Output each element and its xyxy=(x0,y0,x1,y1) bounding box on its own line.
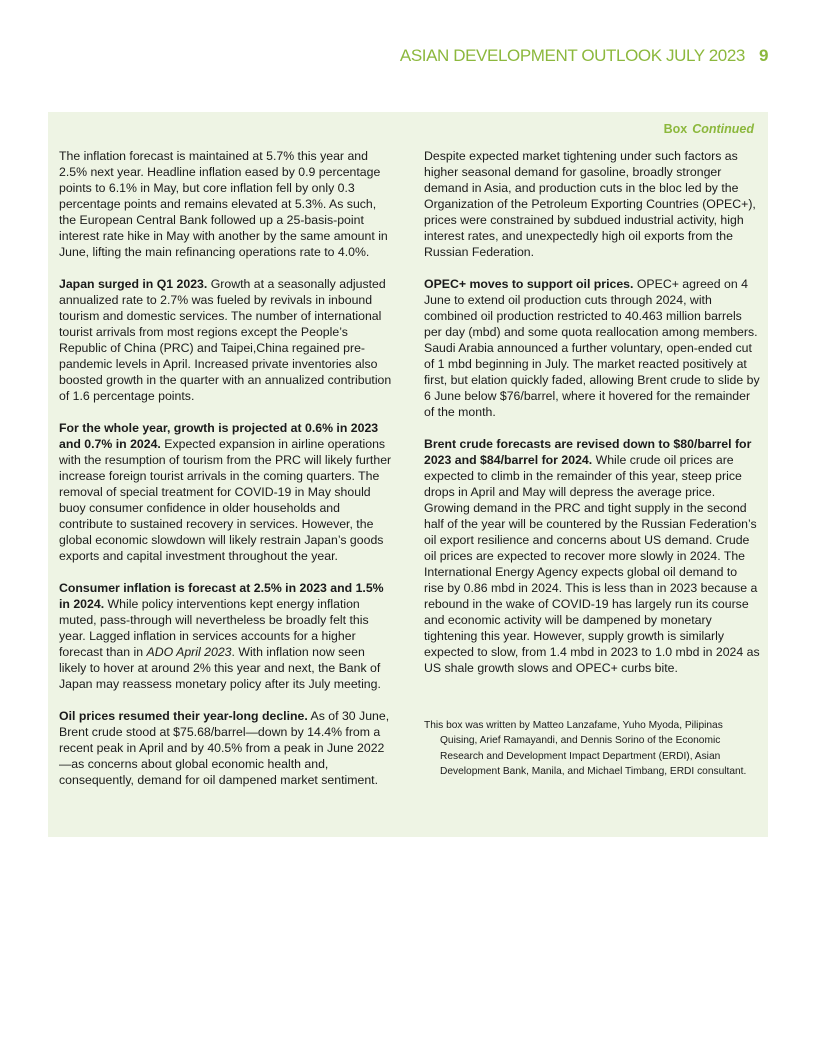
paragraph-heading: For the whole year, growth is projected at 0.6% in 2023 and 0.7% in 2024. xyxy=(59,421,379,451)
paragraph-text: While policy interventions kept energy inflation muted, pass-through will nevertheless be broadly felt this year. Lagged inflation in services accounts for a higher forecast than in xyxy=(59,597,369,659)
running-header xyxy=(400,46,768,66)
paragraph xyxy=(59,276,392,404)
paragraph xyxy=(59,420,392,564)
paragraph xyxy=(424,148,760,260)
paragraph-heading: Japan surged in Q1 2023. xyxy=(59,277,208,291)
paragraph-heading: Consumer inflation is forecast at 2.5% in 2023 and 1.5% in 2024. xyxy=(59,581,384,611)
paragraph-text: As of 30 June, Brent crude stood at $75.68/barrel—down by 14.4% from a recent peak in April and by 40.5% from a peak in June 2022—as concerns about global economic health and, consequently, demand for oil dampened market sentiment. xyxy=(59,709,390,787)
paragraph-text: The inflation forecast is maintained at 5.7% this year and 2.5% next year. Headline inflation eased by 0.9 percentage points to 6.1% in May, but core inflation fell by only 0.3 percentage points and remains elevated at 5.3%. As such, the European Central Bank followed up a 25-basis-point interest rate hike in May with another by the same amount in June, lifting the main refinancing operations rate to 4.0%. xyxy=(59,149,388,259)
left-column xyxy=(59,148,392,804)
right-column xyxy=(424,148,760,692)
page-number: 9 xyxy=(758,46,768,65)
paragraph-heading: Oil prices resumed their year-long decline. xyxy=(59,709,308,723)
box-continued-label: Continued xyxy=(692,122,754,136)
paragraph-text: Growth at a seasonally adjusted annualized rate to 2.7% was fueled by revivals in inbound tourism and domestic services. The number of international tourist arrivals from most regions except the People’s Republic of China (PRC) and Taipei,China regained pre-pandemic levels in April. Increased private inventories also boosted growth in the quarter with an annualized contribution of 1.6 percentage points. xyxy=(59,277,392,403)
paragraph-text: Expected expansion in airline operations with the resumption of tourism from the PRC will likely further increase foreign tourist arrivals in the coming quarters. The removal of special treatment for COVID-19 in May should buoy consumer confidence in older households and contribute to sustained recovery in services. However, the global economic slowdown will likely restrain Japan’s goods exports and capital investment throughout the year. xyxy=(59,437,392,563)
paragraph-text: . With inflation now seen likely to hover at around 2% this year and next, the Bank of Japan may reassess monetary policy after its July meeting. xyxy=(59,645,381,691)
author-note: This box was written by Matteo Lanzafame, Yuho Myoda, Pilipinas Quising, Arief Ramayandi, and Dennis Sorino of the Economic Research and Development Impact Department (ERDI), Asian Development Bank, Manila, and Michael Timbang, ERDI consultant. xyxy=(424,720,747,778)
box-label-text: Box xyxy=(663,122,688,136)
paragraph xyxy=(59,580,392,692)
paragraph-heading: Brent crude forecasts are revised down to $80/barrel for 2023 and $84/barrel for 2024. xyxy=(424,437,752,467)
paragraph xyxy=(59,708,392,788)
paragraph-text: OPEC+ agreed on 4 June to extend oil production cuts through 2024, with combined oil production restricted to 40.463 million barrels per day (mbd) and some quota reallocation among members. Saudi Arabia announced a further voluntary, open-ended cut of 1 mbd beginning in July. The market reacted positively at first, but elation quickly faded, allowing Brent crude to slide by 6 June below $76/barrel, where it hovered for the remainder of the month. xyxy=(424,277,760,419)
box-panel xyxy=(48,112,768,837)
report-title: ASIAN DEVELOPMENT OUTLOOK JULY 2023 xyxy=(399,46,745,65)
paragraph-text: While crude oil prices are expected to climb in the remainder of this year, steep price drops in April and May will depress the average price. Growing demand in the PRC and tight supply in the second half of the year will be countered by the Russian Federation’s oil export resilience and concerns about US demand. Crude oil prices are expected to recover more slowly in 2024. The International Energy Agency expects global oil demand to rise by 0.86 mbd in 2024. This is less than in 2023 because a rebound in the wake of COVID-19 has largely run its course and economic activity will be dampened by monetary tightening this year. However, supply growth is similarly expected to slow, from 1.4 mbd in 2023 to 1.0 mbd in 2024 as US shale growth slows and OPEC+ curbs bite. xyxy=(424,453,760,675)
box-label xyxy=(664,122,754,136)
paragraph xyxy=(424,436,760,676)
paragraph xyxy=(424,276,760,420)
paragraph-heading: OPEC+ moves to support oil prices. xyxy=(424,277,634,291)
paragraph xyxy=(59,148,392,260)
report-title-italic: ADO April 2023 xyxy=(146,645,232,659)
paragraph-text: Despite expected market tightening under such factors as higher seasonal demand for gasoline, broadly stronger demand in Asia, and production cuts in the bloc led by the Organization of the Petroleum Exporting Countries (OPEC+), prices were constrained by subdued industrial activity, high interest rates, and unexpectedly high oil exports from the Russian Federation. xyxy=(424,149,756,259)
